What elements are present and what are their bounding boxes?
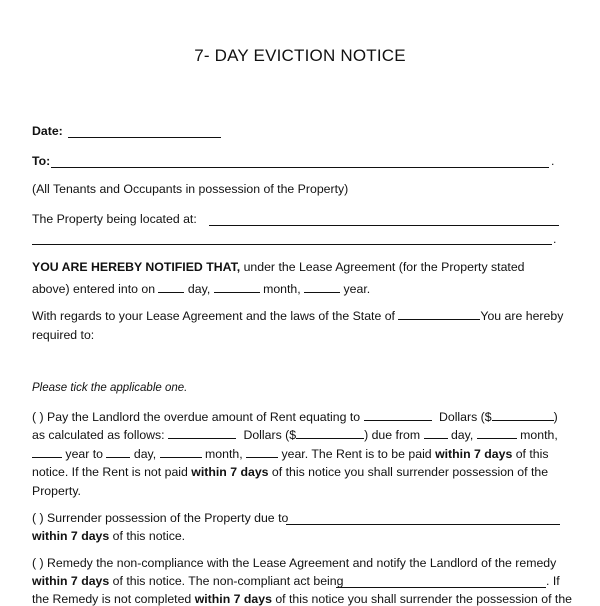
month-word: month, [263, 282, 301, 296]
rent-paid-prefix: year. The Rent is to be paid [281, 447, 432, 461]
property-label: The Property being located at: [32, 212, 197, 226]
option-remedy[interactable] [32, 556, 556, 570]
to-field[interactable] [51, 167, 549, 168]
day-word: day, [187, 282, 211, 296]
remedy-row [32, 592, 572, 606]
due-from-month-field[interactable] [477, 427, 517, 439]
property-address-field-2[interactable] [32, 244, 552, 245]
option-pay-rent[interactable] [32, 409, 558, 424]
notice-if-row [32, 465, 548, 479]
remedy-suffix: of this notice you shall surrender the possession of the [275, 592, 572, 606]
to-row [32, 154, 50, 168]
date-label: Date: [32, 124, 63, 138]
calc-amount-words-field[interactable] [168, 427, 236, 439]
date-row [32, 124, 63, 138]
of-this-notice: of this notice. [112, 529, 186, 543]
regards-prefix: With regards to your Lease Agreement and the laws of the State of [32, 309, 395, 323]
notified-rest: under the Lease Agreement (for the Property stated [240, 260, 525, 274]
opt2-prefix: ( ) Surrender possession of the Property due to [32, 511, 289, 525]
opt2-end-row [32, 529, 185, 543]
entered-month-field[interactable] [214, 281, 260, 293]
document-title: 7- DAY EVICTION NOTICE [194, 46, 406, 65]
entered-prefix: above) entered into on [32, 282, 156, 296]
due-from-year-field[interactable] [32, 446, 62, 458]
within-7-days-2: within 7 days [191, 465, 269, 479]
entered-year-field[interactable] [304, 281, 340, 293]
property-address-field-1[interactable] [209, 225, 559, 226]
date-field[interactable] [68, 137, 221, 138]
due-from: ) due from [364, 428, 421, 442]
due-from-day-field[interactable] [424, 427, 448, 439]
property-end: . [553, 232, 557, 246]
noncompliant-text: of this notice. The non-compliant act being [112, 574, 344, 588]
notified-bold: YOU ARE HEREBY NOTIFIED THAT, [32, 260, 241, 274]
due-to-day-word: day, [133, 447, 157, 461]
property-word: Property. [32, 484, 81, 498]
noncompliant-row [32, 574, 343, 588]
required-to: required to: [32, 328, 95, 342]
overdue-amount-words-field[interactable] [364, 409, 432, 421]
entered-row [32, 281, 370, 296]
within-7-days-1: within 7 days [435, 447, 513, 461]
entered-day-field[interactable] [158, 281, 184, 293]
opt3-text: ( ) Remedy the non-compliance with the Lease Agreement and notify the Landlord of the remedy [32, 556, 557, 570]
due-from-day-word: day, [450, 428, 474, 442]
of-this-1: of this [515, 447, 549, 461]
state-field[interactable] [398, 308, 480, 320]
opt1-prefix: ( ) Pay the Landlord the overdue amount of Rent equating to [32, 410, 361, 424]
close-paren-1: ) [553, 410, 558, 424]
within-7-days-4: within 7 days [32, 574, 110, 588]
due-to-month-word: month, [205, 447, 243, 461]
notice-if-suffix: of this notice you shall surrender possession of the [271, 465, 549, 479]
tick-instruction-text: Please tick the applicable one. [32, 382, 188, 394]
calc-prefix: as calculated as follows: [32, 428, 165, 442]
tick-instruction [32, 382, 187, 394]
year-to-row [32, 446, 549, 461]
dollars-label-1: Dollars ($ [438, 410, 492, 424]
tenants-note: (All Tenants and Occupants in possession of the Property) [32, 182, 349, 196]
due-from-month-word: month, [520, 428, 558, 442]
within-7-days-5: within 7 days [194, 592, 272, 606]
to-label: To: [32, 154, 51, 168]
within-7-days-3: within 7 days [32, 529, 110, 543]
year-to: year to [65, 447, 104, 461]
remedy-prefix: the Remedy is not completed [32, 592, 192, 606]
year-word: year. [343, 282, 371, 296]
surrender-reason-field[interactable] [286, 524, 560, 525]
regards-suffix: You are hereby [480, 309, 564, 323]
if-word: . If [546, 574, 560, 588]
notice-if-prefix: notice. If the Rent is not paid [32, 465, 188, 479]
option-surrender[interactable] [32, 511, 288, 525]
due-to-day-field[interactable] [106, 446, 130, 458]
calc-row [32, 427, 558, 442]
overdue-amount-field[interactable] [492, 409, 554, 421]
to-end: . [551, 154, 555, 168]
due-to-month-field[interactable] [160, 446, 202, 458]
notified-paragraph [32, 260, 525, 274]
noncompliant-act-field[interactable] [336, 587, 546, 588]
regards-row [32, 308, 563, 323]
dollars-label-2: Dollars ($ [243, 428, 297, 442]
calc-amount-field[interactable] [296, 427, 364, 439]
due-to-year-field[interactable] [246, 446, 278, 458]
